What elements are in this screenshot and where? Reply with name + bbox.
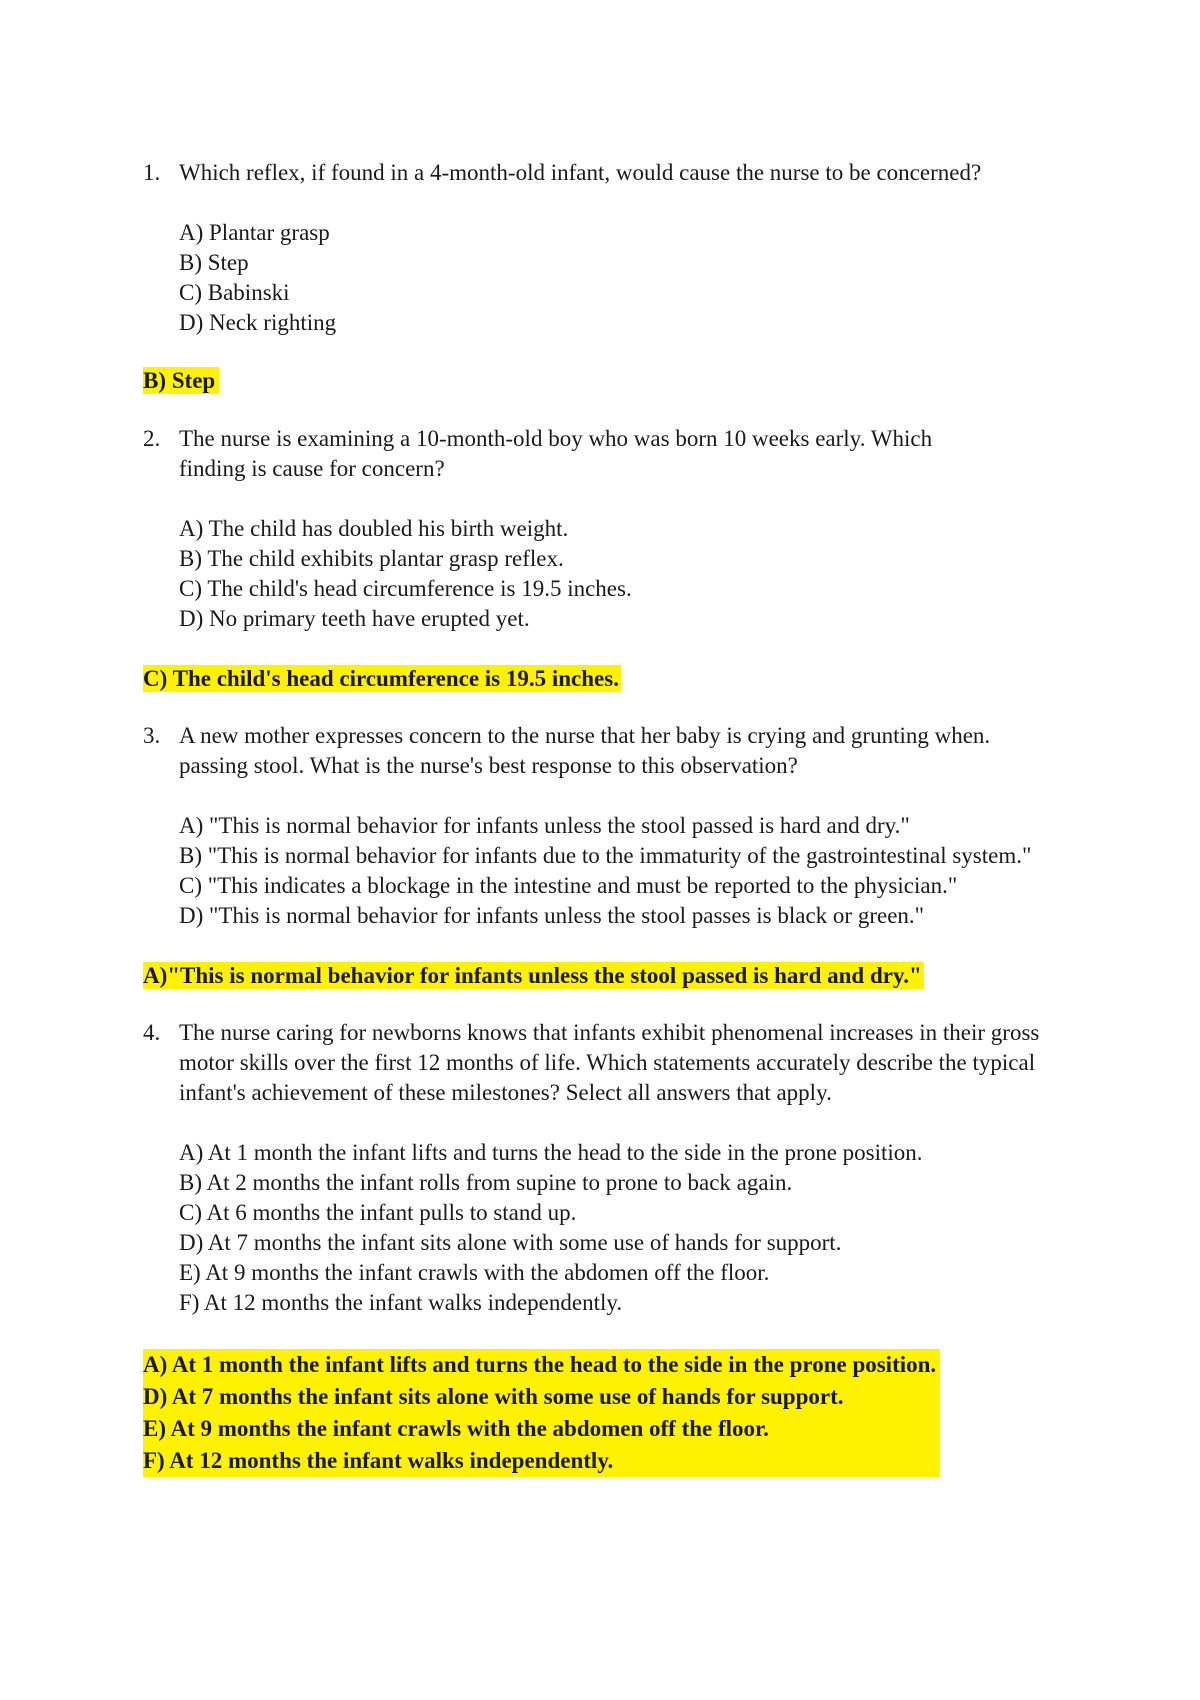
- option-a: A) At 1 month the infant lifts and turns the head to the side in the prone position.: [179, 1140, 923, 1165]
- option-b: B) "This is normal behavior for infants due to the immaturity of the gastrointestinal system.": [179, 843, 1032, 868]
- question-2: [143, 424, 1083, 634]
- option-c: C) Babinski: [179, 280, 290, 305]
- answer-text: B) Step: [143, 368, 216, 393]
- question-text: The nurse caring for newborns knows that infants exhibit phenomenal increases in their gross motor skills over the first 12 months of life. Which statements accurately describe the typical infant's achievement of these milestones? Select all answers that apply.: [179, 1020, 1040, 1105]
- options-list: [143, 1138, 1083, 1318]
- answer-line: [143, 1413, 940, 1445]
- question-stem: [143, 424, 1083, 484]
- option-d: D) At 7 months the infant sits alone with some use of hands for support.: [179, 1230, 842, 1255]
- option-c: C) The child's head circumference is 19.5 inches.: [179, 576, 632, 601]
- question-4: [143, 1018, 1083, 1318]
- option-a: A) Plantar grasp: [179, 220, 330, 245]
- answer-1: [143, 366, 219, 396]
- answer-line: [143, 1349, 940, 1381]
- question-stem: [143, 721, 1083, 781]
- answer-2: [143, 664, 621, 694]
- answer-4: [143, 1349, 940, 1477]
- options-list: [143, 514, 1083, 634]
- option-c: C) "This indicates a blockage in the intestine and must be reported to the physician.": [179, 873, 958, 898]
- answer-text: D) At 7 months the infant sits alone with some use of hands for support.: [143, 1384, 844, 1409]
- answer-3: [143, 961, 924, 991]
- answer-text: E) At 9 months the infant crawls with the abdomen off the floor.: [143, 1416, 769, 1441]
- options-list: [143, 218, 1083, 338]
- question-3: [143, 721, 1083, 931]
- answer-text: A) At 1 month the infant lifts and turns the head to the side in the prone position.: [143, 1352, 937, 1377]
- answer-text: F) At 12 months the infant walks independently.: [143, 1448, 614, 1473]
- question-number: 2.: [143, 426, 161, 451]
- question-number: 4.: [143, 1020, 161, 1045]
- option-c: C) At 6 months the infant pulls to stand up.: [179, 1200, 577, 1225]
- question-text: A new mother expresses concern to the nurse that her baby is crying and grunting when. passing stool. What is the nurse's best response to this observation?: [179, 723, 991, 778]
- question-stem: [143, 1018, 1083, 1108]
- question-number: 3.: [143, 723, 161, 748]
- answer-text: A)"This is normal behavior for infants unless the stool passed is hard and dry.": [143, 963, 922, 988]
- answer-line: [143, 1445, 940, 1477]
- option-b: B) The child exhibits plantar grasp reflex.: [179, 546, 564, 571]
- option-e: E) At 9 months the infant crawls with the abdomen off the floor.: [179, 1260, 770, 1285]
- option-d: D) "This is normal behavior for infants unless the stool passes is black or green.": [179, 903, 925, 928]
- question-text: Which reflex, if found in a 4-month-old infant, would cause the nurse to be concerned?: [179, 160, 982, 185]
- question-number: 1.: [143, 160, 161, 185]
- option-a: A) "This is normal behavior for infants unless the stool passed is hard and dry.": [179, 813, 910, 838]
- options-list: [143, 811, 1083, 931]
- option-d: D) Neck righting: [179, 310, 337, 335]
- option-d: D) No primary teeth have erupted yet.: [179, 606, 530, 631]
- option-f: F) At 12 months the infant walks independently.: [179, 1290, 623, 1315]
- question-1: [143, 158, 1083, 338]
- option-b: B) At 2 months the infant rolls from supine to prone to back again.: [179, 1170, 793, 1195]
- answer-line: [143, 1381, 940, 1413]
- answer-text: C) The child's head circumference is 19.5 inches.: [143, 666, 619, 691]
- question-text: The nurse is examining a 10-month-old boy who was born 10 weeks early. Which finding is cause for concern?: [179, 426, 933, 481]
- option-a: A) The child has doubled his birth weight.: [179, 516, 569, 541]
- option-b: B) Step: [179, 250, 249, 275]
- question-stem: [143, 158, 1083, 188]
